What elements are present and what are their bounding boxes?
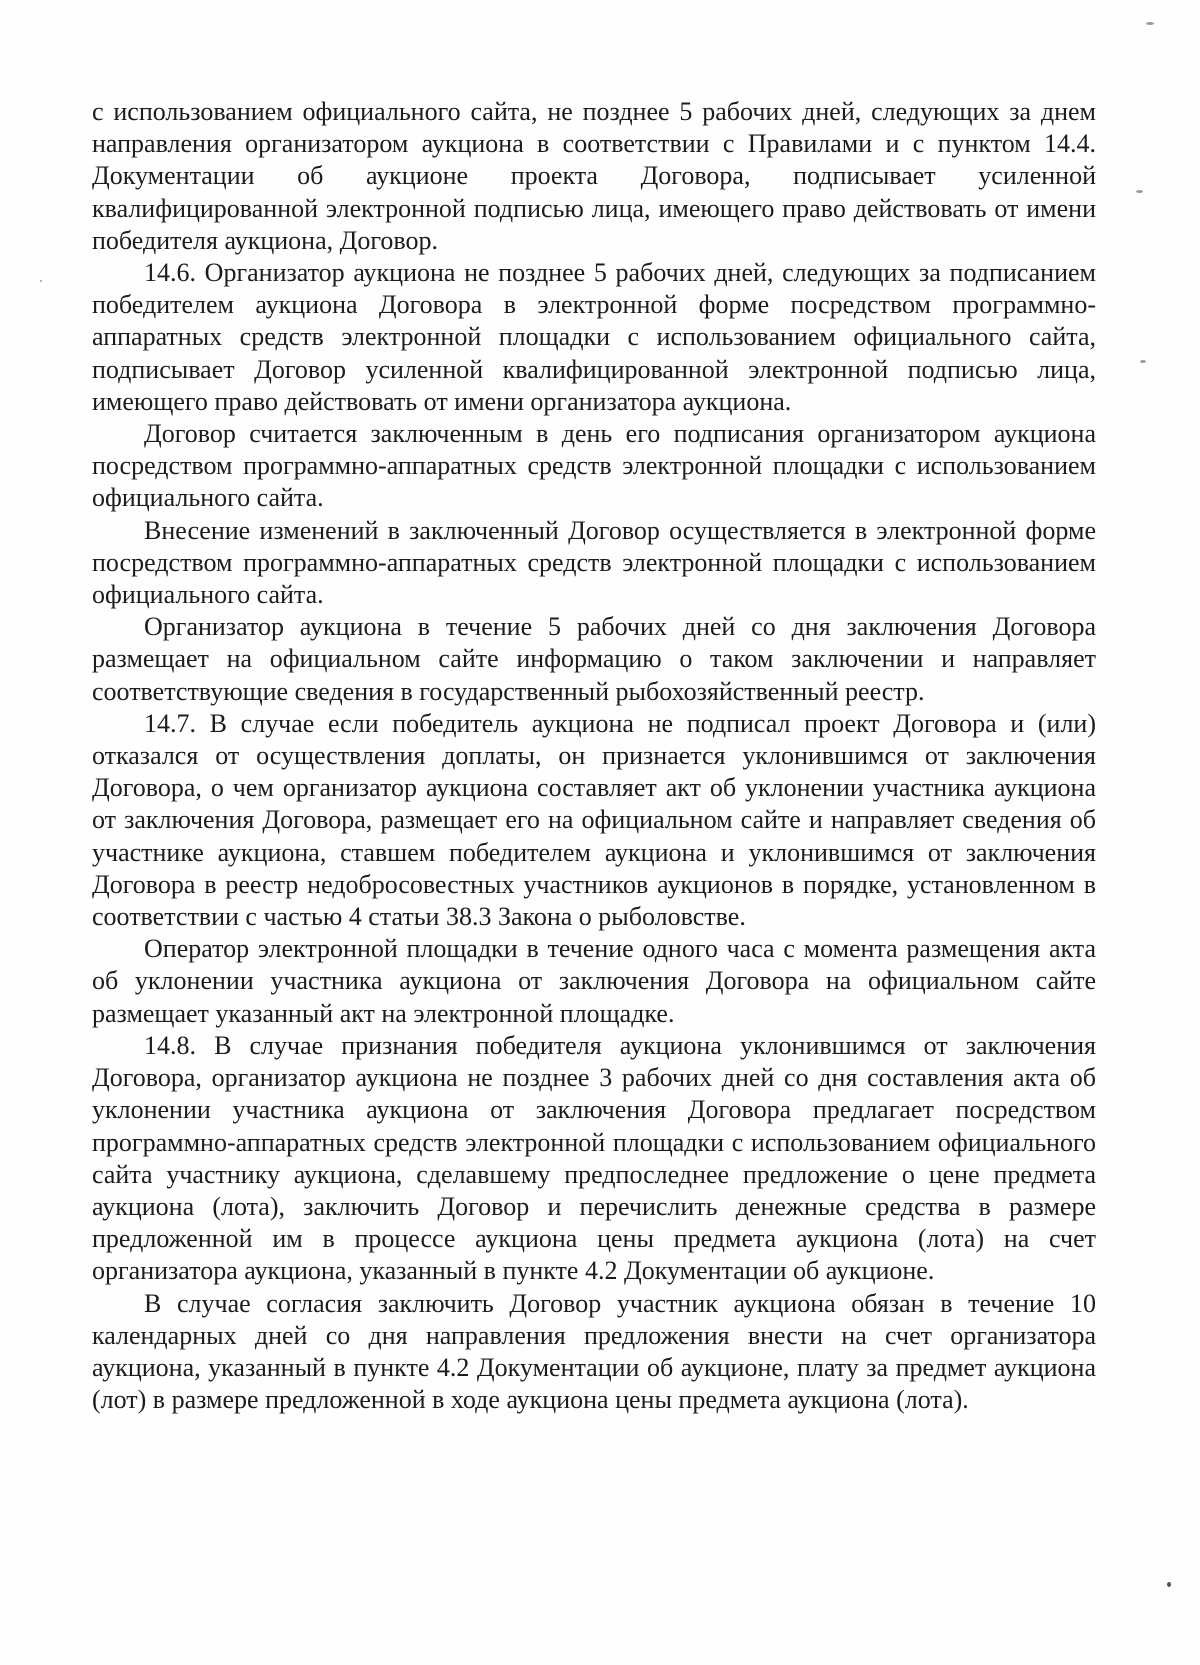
paragraph-14-6: 14.6. Организатор аукциона не позднее 5 рабочих дней, следующих за подписанием победителем аукциона Договора в электронной форме посредством программно-аппаратных средств электронной площадки с использованием официального сайта, подписывает Договор усиленной квалифицированной электронной подписью лица, имеющего право действовать от имени организатора аукциона. xyxy=(92,258,1096,416)
paragraph-consent-payment: В случае согласия заключить Договор участник аукциона обязан в течение 10 календарных дней со дня направления предложения внести на счет организатора аукциона, указанный в пункте 4.2 Документации об аукционе, плату за предмет аукциона (лот) в размере предложенной в ходе аукциона цены предмета аукциона (лота). xyxy=(92,1288,1096,1415)
paragraph-operator-notice: Оператор электронной площадки в течение одного часа с момента размещения акта об уклонении участника аукциона от заключения Договора на официальном сайте размещает указанный акт на электронной площадке. xyxy=(92,934,1096,1028)
paragraph-continuation: с использованием официального сайта, не позднее 5 рабочих дней, следующих за днем направления организатором аукциона в соответствии с Правилами и с пунктом 14.4. Документации об аукционе проекта Договора, подписывает усиленной квалифицированной электронной подписью лица, имеющего право действовать от имени победителя аукциона, Договор. xyxy=(92,97,1096,255)
paragraph-contract-concluded: Договор считается заключенным в день его подписания организатором аукциона посредством программно-аппаратных средств электронной площадки с использованием официального сайта. xyxy=(92,419,1096,513)
paragraph-14-8: 14.8. В случае признания победителя аукциона уклонившимся от заключения Договора, организатор аукциона не позднее 3 рабочих дней со дня составления акта об уклонении участника аукциона от заключения Договора предлагает посредством программно-аппаратных средств электронной площадки с использованием официального сайта участнику аукциона, сделавшему предпоследнее предложение о цене предмета аукциона (лота), заключить Договор и перечислить денежные средства в размере предложенной им в процессе аукциона цены предмета аукциона (лота) на счет организатора аукциона, указанный в пункте 4.2 Документации об аукционе. xyxy=(92,1030,1096,1286)
document-body xyxy=(92,96,1096,1416)
paragraph-registry-notice: Организатор аукциона в течение 5 рабочих дней со дня заключения Договора размещает на официальном сайте информацию о таком заключении и направляет соответствующие сведения в государственный рыбохозяйственный реестр. xyxy=(92,612,1096,706)
scan-speck xyxy=(40,280,42,282)
scan-speck xyxy=(1136,190,1143,193)
scan-speck xyxy=(1140,360,1146,363)
scan-speck xyxy=(1167,1582,1171,1587)
paragraph-contract-amendments: Внесение изменений в заключенный Договор осуществляется в электронной форме посредством программно-аппаратных средств электронной площадки с использованием официального сайта. xyxy=(92,515,1096,610)
scan-speck xyxy=(1146,22,1154,25)
paragraph-14-7: 14.7. В случае если победитель аукциона не подписал проект Договора и (или) отказался от осуществления доплаты, он признается уклонившимся от заключения Договора, о чем организатор аукциона составляет акт об уклонении участника аукциона от заключения Договора, размещает его на официальном сайте и направляет сведения об участнике аукциона, ставшем победителем аукциона и уклонившимся от заключения Договора в реестр недобросовестных участников аукционов в порядке, установленном в соответствии с частью 4 статьи 38.3 Закона о рыболовстве. xyxy=(92,708,1096,932)
